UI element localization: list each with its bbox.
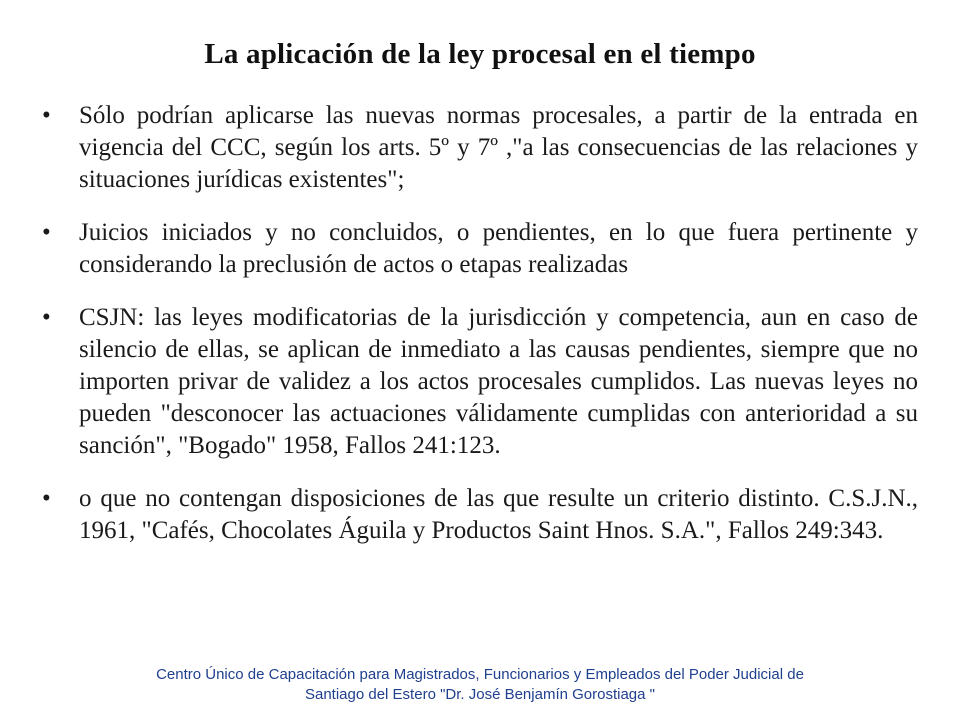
bullet-dot-icon: •	[42, 102, 51, 129]
bullet-text: Juicios iniciados y no concluidos, o pendientes, en lo que fuera pertinente y considerando la preclusión de actos o etapas realizadas	[79, 219, 918, 278]
bullet-dot-icon: •	[42, 219, 51, 246]
bullet-item	[36, 302, 918, 462]
slide-footer	[60, 665, 900, 705]
slide-title: La aplicación de la ley procesal en el tiempo	[204, 38, 756, 70]
bullet-item	[36, 217, 918, 281]
bullet-text: Sólo podrían aplicarse las nuevas normas procesales, a partir de la entrada en vigencia del CCC, según los arts. 5º y 7º ,"a las consecuencias de las relaciones y situaciones jurídicas existentes";	[79, 102, 918, 193]
bullet-list	[36, 100, 918, 568]
bullet-text: CSJN: las leyes modificatorias de la jurisdicción y competencia, aun en caso de silencio de ellas, se aplican de inmediato a las causas pendientes, siempre que no importen privar de validez a los actos procesales cumplidos. Las nuevas leyes no pueden "desconocer las actuaciones válidamente cumplidas con anterioridad a su sanción", "Bogado" 1958, Fallos 241:123.	[79, 304, 918, 459]
bullet-item	[36, 100, 918, 196]
bullet-dot-icon: •	[42, 485, 51, 512]
bullet-item	[36, 483, 918, 547]
footer-line-2: Santiago del Estero "Dr. José Benjamín Gorostiaga "	[304, 686, 655, 703]
footer-line-1: Centro Único de Capacitación para Magistrados, Funcionarios y Empleados del Poder Judicial de	[156, 666, 804, 683]
bullet-dot-icon: •	[42, 304, 51, 331]
bullet-text: o que no contengan disposiciones de las que resulte un criterio distinto. C.S.J.N., 1961, "Cafés, Chocolates Águila y Productos Saint Hnos. S.A.", Fallos 249:343.	[79, 485, 918, 544]
